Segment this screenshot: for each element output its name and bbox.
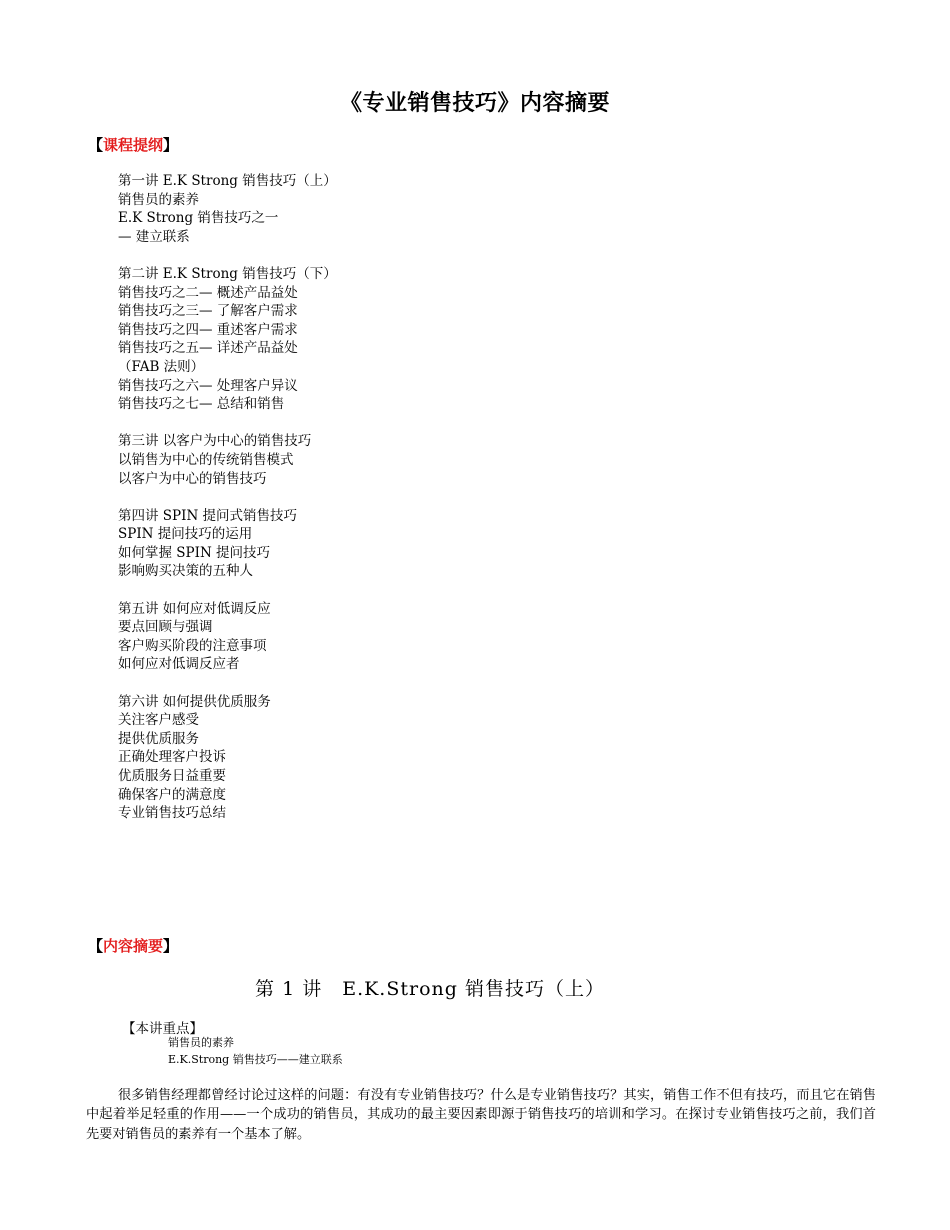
outline-item: 如何掌握 SPIN 提问技巧 [118, 544, 271, 561]
outline-spacer [118, 674, 618, 693]
lecture-heading: 第四讲 SPIN 提问式销售技巧 [118, 507, 298, 524]
bracket-open: 【 [88, 937, 104, 955]
outline-item: 确保客户的满意度 [118, 786, 226, 803]
bracket-close: 】 [163, 136, 179, 154]
outline-item: 销售技巧之三— 了解客户需求 [118, 303, 298, 320]
outline-item: 正确处理客户投诉 [118, 749, 226, 766]
outline-item: 客户购买阶段的注意事项 [118, 637, 267, 654]
course-outline [118, 172, 618, 823]
keypoint-item: E.K.Strong 销售技巧——建立联系 [168, 1053, 343, 1066]
outline-item: 专业销售技巧总结 [118, 805, 226, 822]
lecture-heading: 第二讲 E.K Strong 销售技巧（下） [118, 265, 337, 282]
bracket-open: 【 [88, 136, 104, 154]
outline-item: 关注客户感受 [118, 712, 199, 729]
outline-spacer [118, 246, 618, 265]
outline-item: 以销售为中心的传统销售模式 [118, 451, 294, 468]
outline-item: 优质服务日益重要 [118, 768, 226, 784]
intro-paragraph: 很多销售经理都曾经讨论过这样的问题：有没有专业销售技巧？什么是专业销售技巧？其实，销售工作不但有技巧，而且它在销售中起着举足轻重的作用——一个成功的销售员，其成功的最主要因素即源于销售技巧的培训和学习。在探讨专业销售技巧之前，我们首先要对销售员的素养有一个基本了解。 [86, 1088, 876, 1142]
outline-item: SPIN 提问技巧的运用 [118, 526, 253, 543]
outline-item: 如何应对低调反应者 [118, 656, 240, 673]
outline-spacer [118, 581, 618, 600]
outline-item: 销售技巧之七— 总结和销售 [118, 396, 285, 413]
summary-section-heading [88, 935, 178, 956]
outline-item: 销售技巧之五— 详述产品益处 [118, 340, 298, 357]
lecture-heading: 第五讲 如何应对低调反应 [118, 600, 271, 617]
keypoints-list [168, 1034, 343, 1068]
summary-section-label: 内容摘要 [103, 937, 164, 955]
outline-item: E.K Strong 销售技巧之一 [118, 210, 279, 227]
outline-item: （FAB 法则） [118, 358, 205, 375]
bracket-close: 】 [163, 937, 179, 955]
document-title: 《专业销售技巧》内容摘要 [339, 91, 610, 116]
outline-section-label: 课程提纲 [103, 136, 164, 154]
keypoint-item: 销售员的素养 [168, 1036, 234, 1049]
outline-item: — 建立联系 [118, 228, 190, 245]
outline-item: 提供优质服务 [118, 730, 199, 747]
lecture-heading: 第一讲 E.K Strong 销售技巧（上） [118, 173, 337, 189]
outline-spacer [118, 414, 618, 433]
lecture-title: 第 1 讲 E.K.Strong 销售技巧（上） [255, 978, 605, 1000]
outline-item: 要点回顾与强调 [118, 619, 213, 636]
keypoints-heading: 【本讲重点】 [122, 1021, 203, 1037]
outline-item: 销售技巧之四— 重述客户需求 [118, 321, 298, 338]
lecture-heading: 第六讲 如何提供优质服务 [118, 693, 271, 710]
outline-item: 影响购买决策的五种人 [118, 563, 253, 580]
lecture-heading: 第三讲 以客户为中心的销售技巧 [118, 433, 312, 450]
outline-item: 销售技巧之二— 概述产品益处 [118, 284, 298, 301]
outline-section-heading [88, 134, 178, 155]
outline-item: 销售员的素养 [118, 191, 199, 208]
outline-item: 以客户为中心的销售技巧 [118, 470, 267, 487]
outline-item: 销售技巧之六— 处理客户异议 [118, 377, 298, 394]
outline-spacer [118, 488, 618, 507]
